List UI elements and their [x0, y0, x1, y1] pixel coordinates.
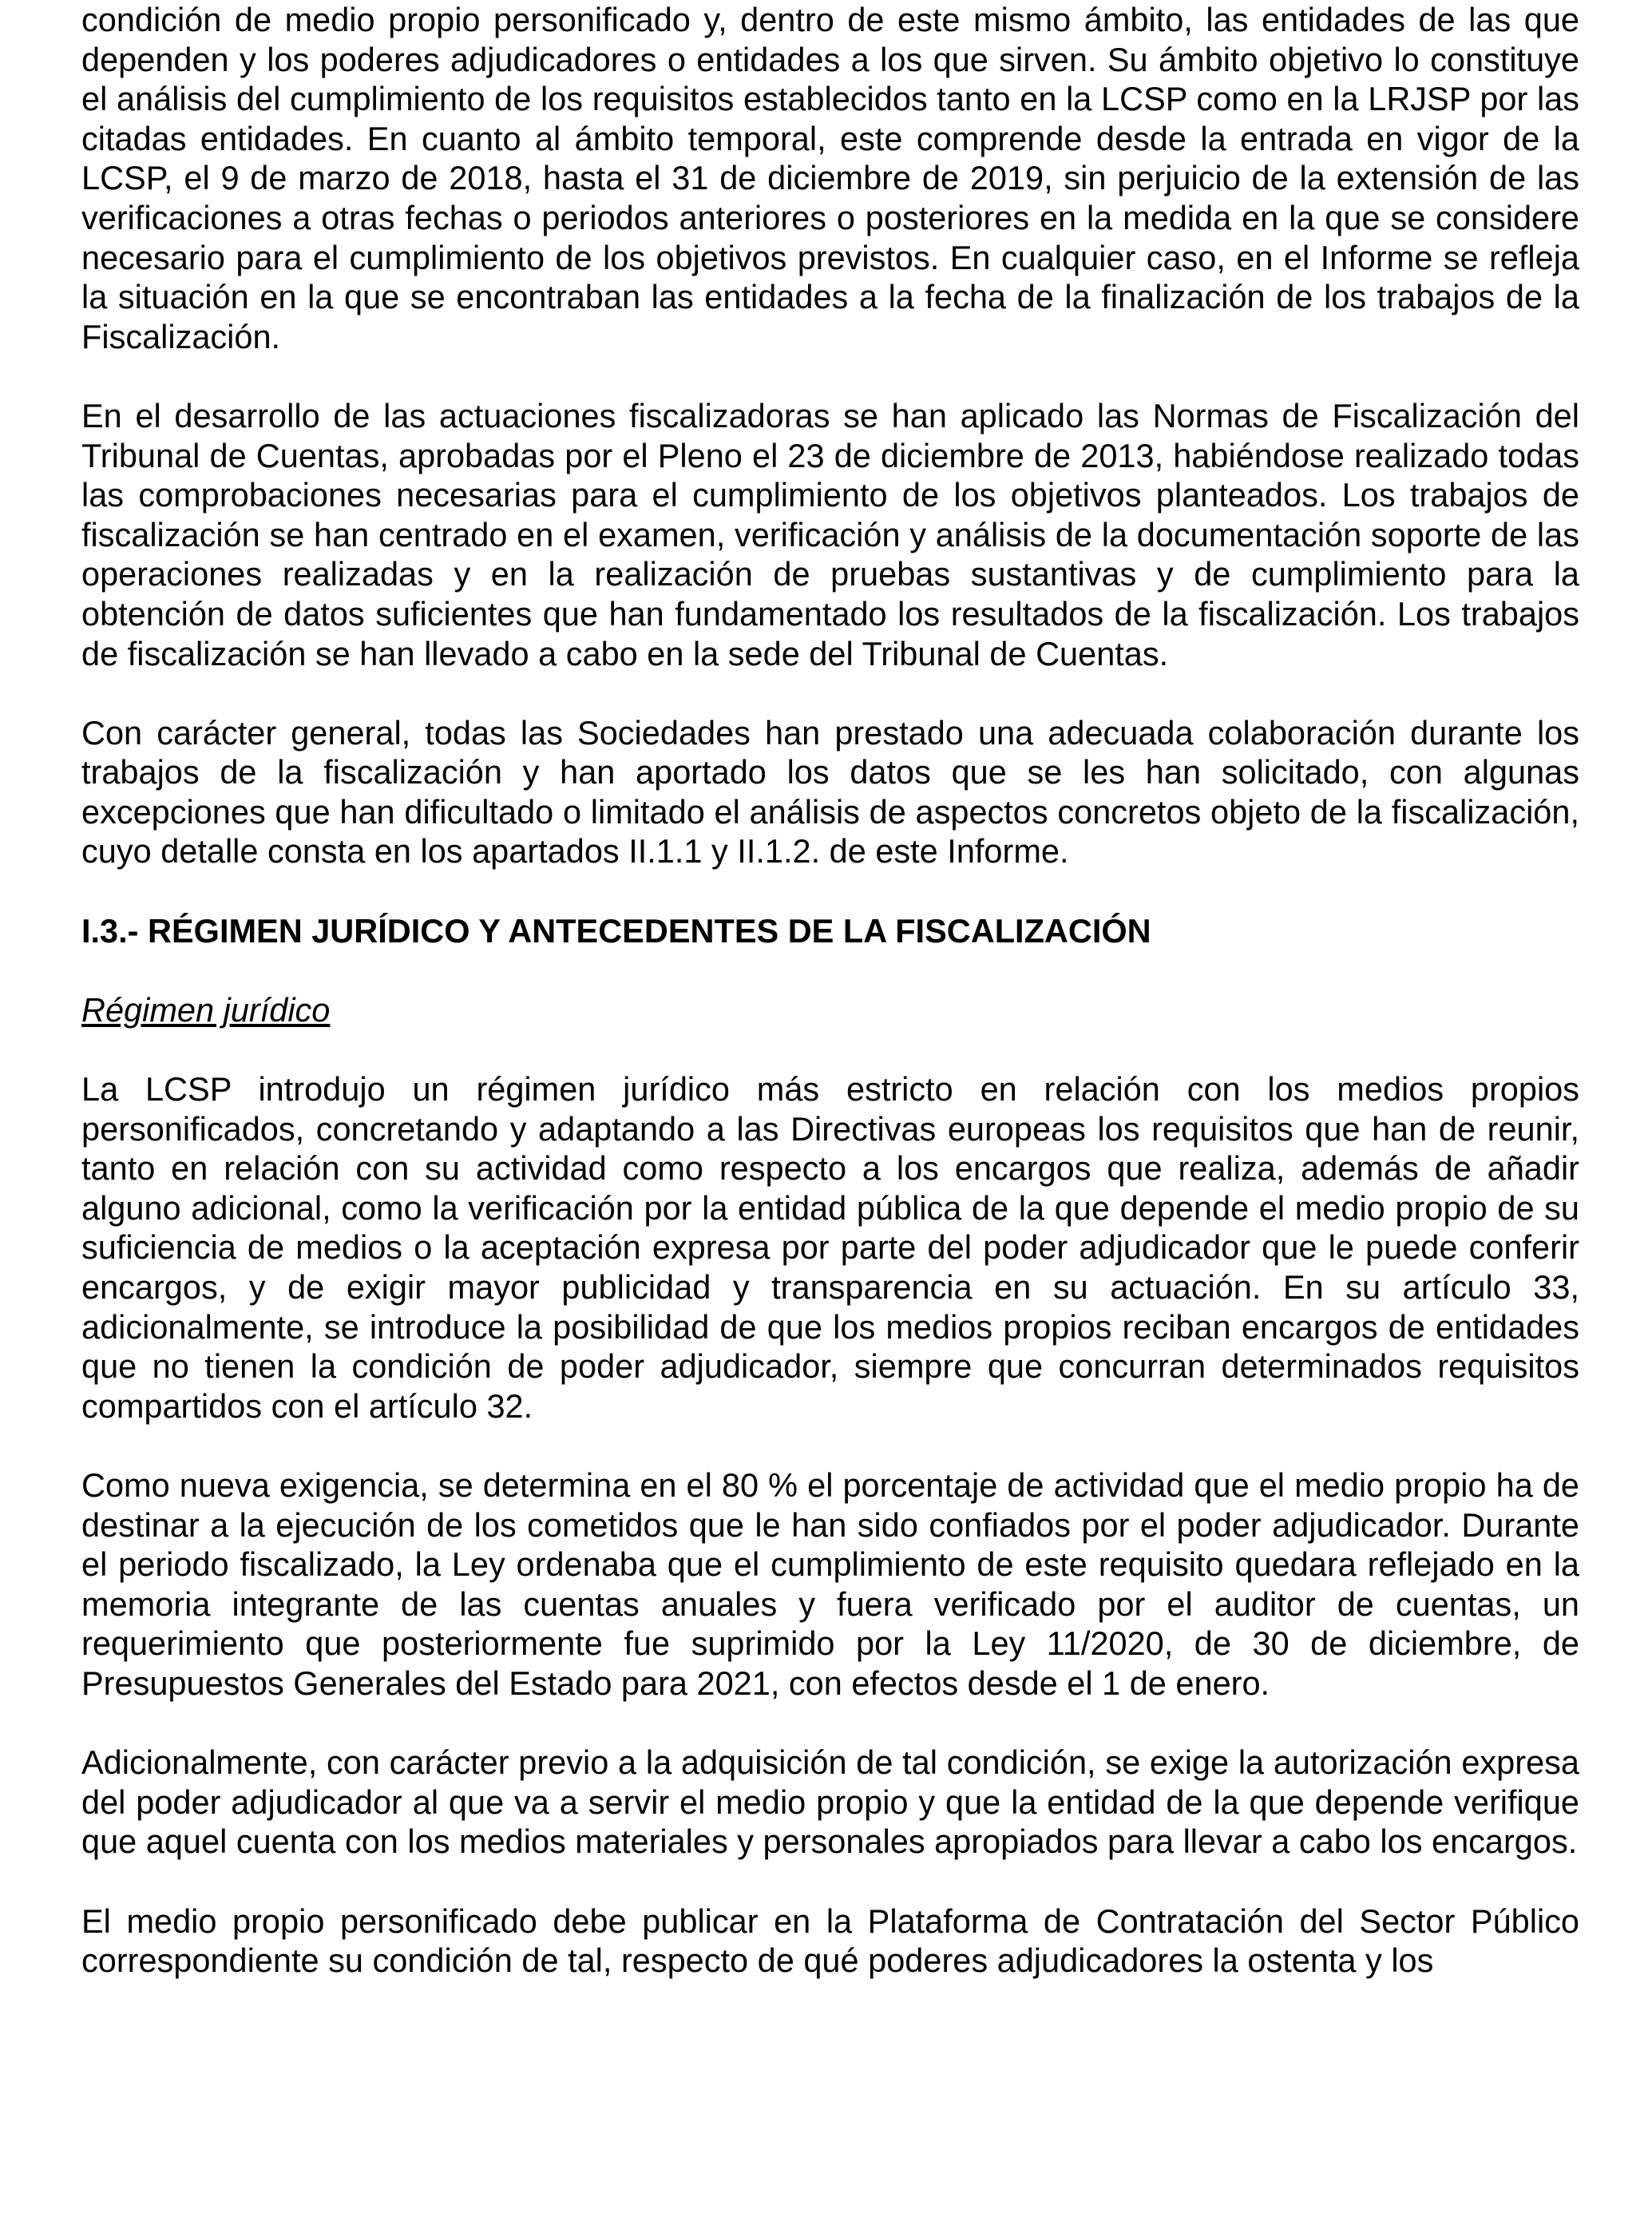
paragraph-new-requirement: Como nueva exigencia, se determina en el 80 % el porcentaje de actividad que el medio propio ha de destinar a la ejecución de los cometidos que le han sido confiados por el poder adjudicador. Durante el periodo fiscalizado, la Ley ordenaba que el cumplimiento de este requisito quedara reflejado en la memoria integrante de las cuentas anuales y fuera verificado por el auditor de cuentas, un requerimiento que posteriormente fue suprimido por la Ley 11/2020, de 30 de diciembre, de Presupuestos Generales del Estado para 2021, con efectos desde el 1 de enero.	[81, 1465, 1579, 1702]
section-heading: I.3.- RÉGIMEN JURÍDICO Y ANTECEDENTES DE LA FISCALIZACIÓN	[81, 911, 1151, 950]
paragraph-publication: El medio propio personificado debe publicar en la Plataforma de Contratación del Sector Público correspondiente su condición de tal, respecto de qué poderes adjudicadores la ostenta y los	[81, 1902, 1579, 1980]
subsection-heading: Régimen jurídico	[81, 990, 331, 1029]
document-page	[81, 0, 1579, 1981]
paragraph-authorization: Adicionalmente, con carácter previo a la adquisición de tal condición, se exige la autorización expresa del poder adjudicador al que va a servir el medio propio y que la entidad de la que depende verifique que aquel cuenta con los medios materiales y personales apropiados para llevar a cabo los encargos.	[81, 1743, 1579, 1861]
paragraph-methodology: En el desarrollo de las actuaciones fiscalizadoras se han aplicado las Normas de Fiscalización del Tribunal de Cuentas, aprobadas por el Pleno el 23 de diciembre de 2013, habiéndose realizado todas las comprobaciones necesarias para el cumplimiento de los objetivos planteados. Los trabajos de fiscalización se han centrado en el examen, verificación y análisis de la documentación soporte de las operaciones realizadas y en la realización de pruebas sustantivas y de cumplimiento para la obtención de datos suficientes que han fundamentado los resultados de la fiscalización. Los trabajos de fiscalización se han llevado a cabo en la sede del Tribunal de Cuentas.	[81, 396, 1579, 672]
paragraph-scope: condición de medio propio personificado y, dentro de este mismo ámbito, las entidades de las que dependen y los poderes adjudicadores o entidades a los que sirven. Su ámbito objetivo lo constituye el análisis del cumplimiento de los requisitos establecidos tanto en la LCSP como en la LRJSP por las citadas entidades. En cuanto al ámbito temporal, este comprende desde la entrada en vigor de la LCSP, el 9 de marzo de 2018, hasta el 31 de diciembre de 2019, sin perjuicio de la extensión de las verificaciones a otras fechas o periodos anteriores o posteriores en la medida en la que se considere necesario para el cumplimiento de los objetivos previstos. En cualquier caso, en el Informe se refleja la situación en la que se encontraban las entidades a la fecha de la finalización de los trabajos de la Fiscalización.	[81, 1, 1579, 355]
paragraph-legal-regime: La LCSP introdujo un régimen jurídico más estricto en relación con los medios propios personificados, concretando y adaptando a las Directivas europeas los requisitos que han de reunir, tanto en relación con su actividad como respecto a los encargos que realiza, además de añadir alguno adicional, como la verificación por la entidad pública de la que depende el medio propio de su suficiencia de medios o la aceptación expresa por parte del poder adjudicador que le puede conferir encargos, y de exigir mayor publicidad y transparencia en su actuación. En su artículo 33, adicionalmente, se introduce la posibilidad de que los medios propios reciban encargos de entidades que no tienen la condición de poder adjudicador, siempre que concurran determinados requisitos compartidos con el artículo 32.	[81, 1070, 1579, 1425]
paragraph-collaboration: Con carácter general, todas las Sociedades han prestado una adecuada colaboración durante los trabajos de la fiscalización y han aportado los datos que se les han solicitado, con algunas excepciones que han dificultado o limitado el análisis de aspectos concretos objeto de la fiscalización, cuyo detalle consta en los apartados II.1.1 y II.1.2. de este Informe.	[81, 713, 1579, 871]
